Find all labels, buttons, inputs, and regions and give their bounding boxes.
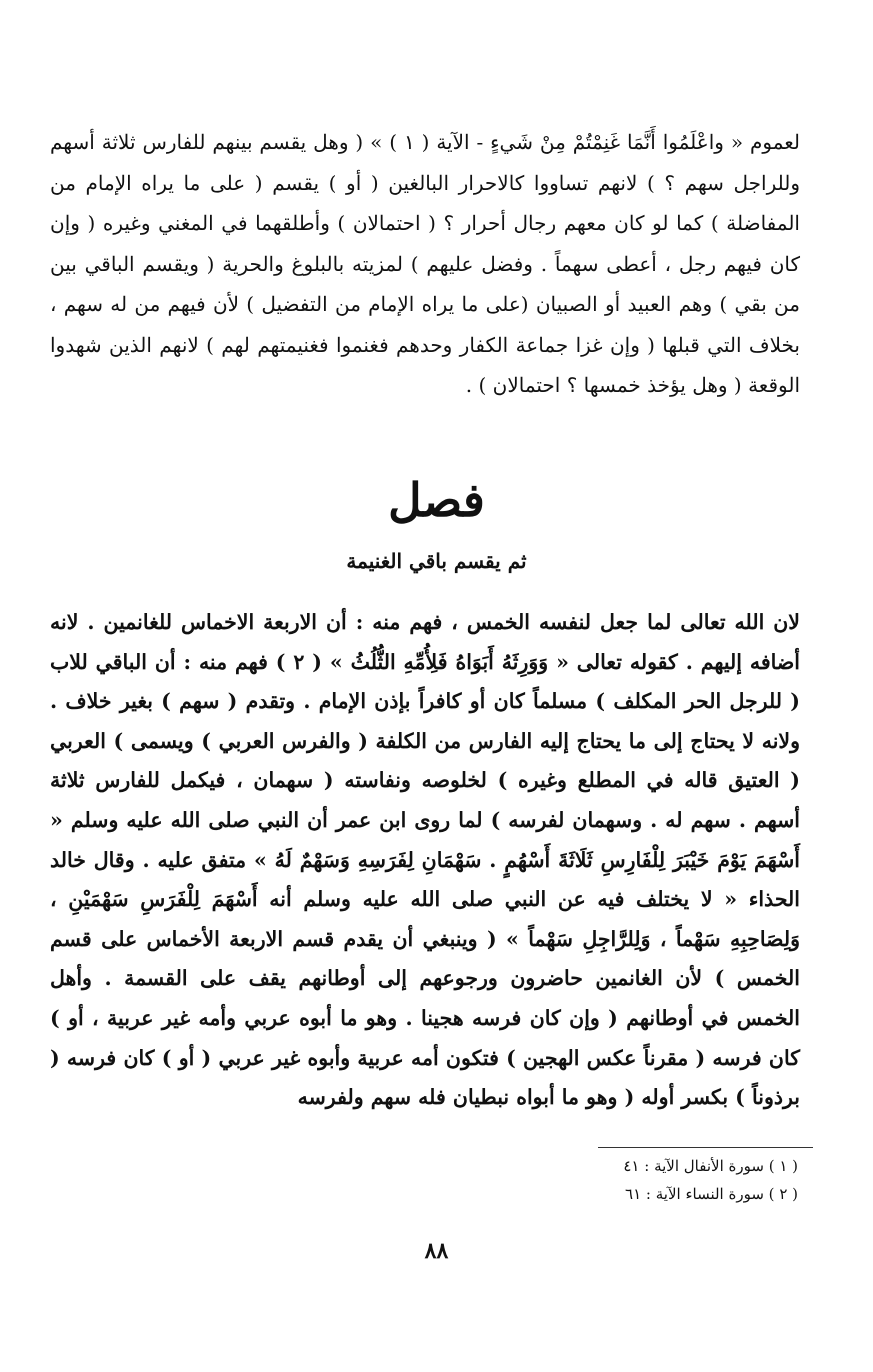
section-subtitle: ثم يقسم باقي الغنيمة [346, 549, 527, 573]
footnote-divider [598, 1147, 813, 1148]
section-title: فصل [388, 473, 485, 527]
footnote-1: ( ١ ) سورة الأنفال الآية : ٤١ [623, 1157, 798, 1175]
page-number: ٨٨ [424, 1238, 449, 1264]
footnotes [398, 1152, 798, 1208]
footnote-2: ( ٢ ) سورة النساء الآية : ٦١ [625, 1185, 798, 1203]
body-paragraph-2: لان الله تعالى لما جعل لنفسه الخمس ، فهم منه : أن الاربعة الاخماس للغانمين . لانه أضافه إليهم . كقوله تعالى « وَوَرِثَهُ أَبَوَاهُ فَلِأُمِّهِ الثُّلُثُ » ( ٢ ) فهم منه : أن الباقي للاب ( للرجل الحر المكلف ) مسلماً كان أو كافراً بإذن الإمام . وتقدم ( سهم ) بغير خلاف . ولانه لا يحتاج إلى ما يحتاج إليه الفارس من الكلفة ( والفرس العربي ) ويسمى ) العربي ( العتيق قاله في المطلع وغيره ) لخلوصه ونفاسته ( سهمان ، فيكمل للفارس ثلاثة أسهم . سهم له . وسهمان لفرسه ) لما روى ابن عمر أن النبي صلى الله عليه وسلم « أَسْهَمَ يَوْمَ خَيْبَرَ لِلْفَارِسِ ثَلَاثَةَ أَسْهُمٍ . سَهْمَانِ لِفَرَسِهِ وَسَهْمٌ لَهُ » متفق عليه . وقال خالد الحذاء « لا يختلف فيه عن النبي صلى الله عليه وسلم أنه أَسْهَمَ لِلْفَرَسِ سَهْمَيْنِ ، وَلِصَاحِبِهِ سَهْماً ، وَلِلرَّاجِلِ سَهْماً » ( وينبغي أن يقدم قسم الاربعة الأخماس على قسم الخمس ) لأن الغانمين حاضرون ورجوعهم إلى أوطانهم يقف على القسمة . وأهل الخمس في أوطانهم ( وإن كان فرسه هجينا . وهو ما أبوه عربي وأمه غير عربية ، أو ) كان فرسه ( مقرناً عكس الهجين ) فتكون أمه عربية وأبوه غير عربي ( أو ) كان فرسه ( برذوناً ) بكسر أوله ( وهو ما أبواه نبطيان فله سهم ولفرسه [50, 610, 800, 1110]
body-paragraph-1: لعموم « واعْلَمُوا أَنَّمَا غَنِمْتُمْ مِنْ شَيءٍ - الآية ( ١ ) » ( وهل يقسم بينهم للفارس ثلاثة أسهم وللراجل سهم ؟ ) لانهم تساووا كالاحرار البالغين ( أو ) يقسم ( على ما يراه الإمام من المفاضلة ) كما لو كان معهم رجال أحرار ؟ ( احتمالان ) وأطلقهما في المغني وغيره ( وإن كان فيهم رجل ، أعطى سهماً . وفضل عليهم ) لمزيته بالبلوغ والحرية ( ويقسم الباقي بين من بقي ) وهم العبيد أو الصبيان (على ما يراه الإمام من التفضيل ) لأن فيهم من له سهم ، بخلاف التي قبلها ( وإن غزا جماعة الكفار وحدهم فغنموا فغنيمتهم لهم ) لانهم الذين شهدوا الوقعة ( وهل يؤخذ خمسها ؟ احتمالان ) . [50, 130, 801, 397]
